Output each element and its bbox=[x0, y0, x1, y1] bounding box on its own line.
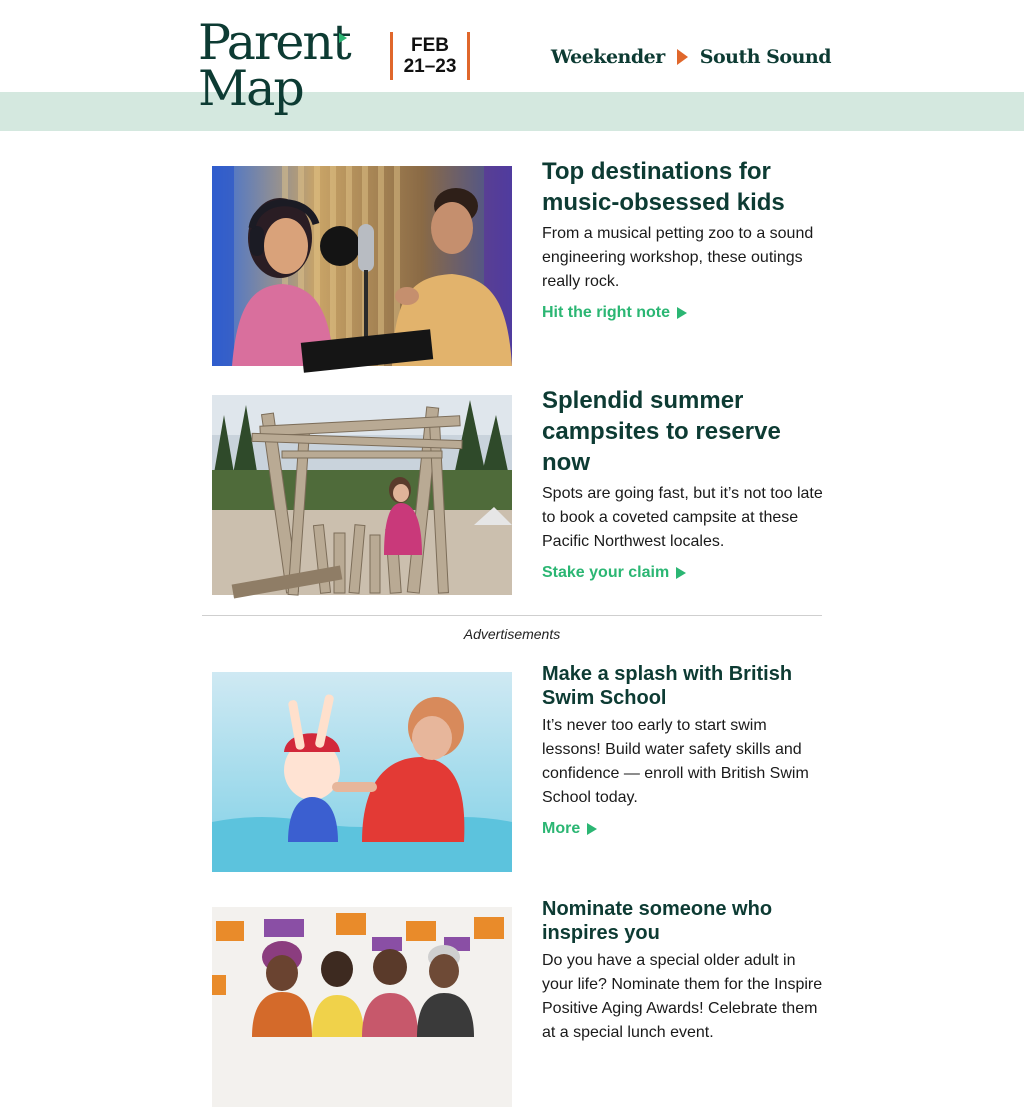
swim-lesson-photo[interactable] bbox=[212, 672, 512, 872]
ad-title[interactable]: Nominate someone who inspires you bbox=[542, 898, 773, 944]
driftwood-fort-image bbox=[212, 395, 512, 595]
section-divider bbox=[202, 615, 822, 616]
triangle-right-icon bbox=[677, 49, 688, 65]
ad-text bbox=[542, 662, 828, 838]
article-description: Spots are going fast, but it’s not too late to book a coveted campsite at these Pacific Northwest locales. bbox=[542, 485, 823, 550]
driftwood-fort-photo[interactable] bbox=[212, 395, 512, 595]
ad-title[interactable]: Make a splash with British Swim School bbox=[542, 663, 793, 709]
issue-date bbox=[390, 32, 470, 80]
edition-name: Weekender bbox=[550, 46, 665, 68]
inspire-awards-photo[interactable] bbox=[212, 907, 512, 1107]
ad-description: Do you have a special older adult in your life? Nominate them for the Inspire Positive Aging Awards! Celebrate them at a special lunch event. bbox=[542, 952, 823, 1041]
ad-description: It’s never too early to start swim lessons! Build water safety skills and confidence — enroll with British Swim School today. bbox=[542, 717, 809, 806]
logo-word-map: Map bbox=[198, 60, 303, 117]
ad-text bbox=[542, 897, 828, 1045]
article-text bbox=[542, 385, 828, 582]
issue-month: FEB bbox=[411, 35, 449, 56]
cta-label: Stake your claim bbox=[542, 564, 670, 581]
hit-the-right-note-link[interactable] bbox=[542, 304, 687, 322]
triangle-right-icon bbox=[677, 307, 687, 319]
issue-days: 21–23 bbox=[403, 56, 457, 77]
region-name: South Sound bbox=[699, 46, 831, 68]
recording-studio-photo[interactable] bbox=[212, 166, 512, 366]
triangle-right-icon bbox=[676, 567, 686, 579]
inspire-awards-image bbox=[212, 907, 512, 1107]
stake-your-claim-link[interactable] bbox=[542, 564, 686, 582]
cta-label: Hit the right note bbox=[542, 304, 670, 321]
header-band bbox=[0, 92, 1024, 131]
article-title[interactable]: Top destinations for music-obsessed kids bbox=[542, 158, 785, 216]
advertisements-label: Advertisements bbox=[463, 626, 561, 642]
more-link[interactable] bbox=[542, 820, 597, 838]
edition-breadcrumb bbox=[551, 44, 831, 70]
logo-word-parent: Parent bbox=[198, 14, 350, 71]
triangle-right-icon bbox=[587, 823, 597, 835]
article-title[interactable]: Splendid summer campsites to reserve now bbox=[542, 387, 781, 476]
email-header bbox=[0, 0, 1024, 131]
parentmap-logo[interactable] bbox=[198, 14, 358, 122]
swim-lesson-image bbox=[212, 672, 512, 872]
recording-studio-image bbox=[212, 166, 512, 366]
cta-label: More bbox=[542, 820, 581, 837]
logo-play-icon bbox=[339, 33, 347, 43]
article-text bbox=[542, 156, 828, 322]
article-description: From a musical petting zoo to a sound engineering workshop, these outings really rock. bbox=[542, 225, 814, 290]
